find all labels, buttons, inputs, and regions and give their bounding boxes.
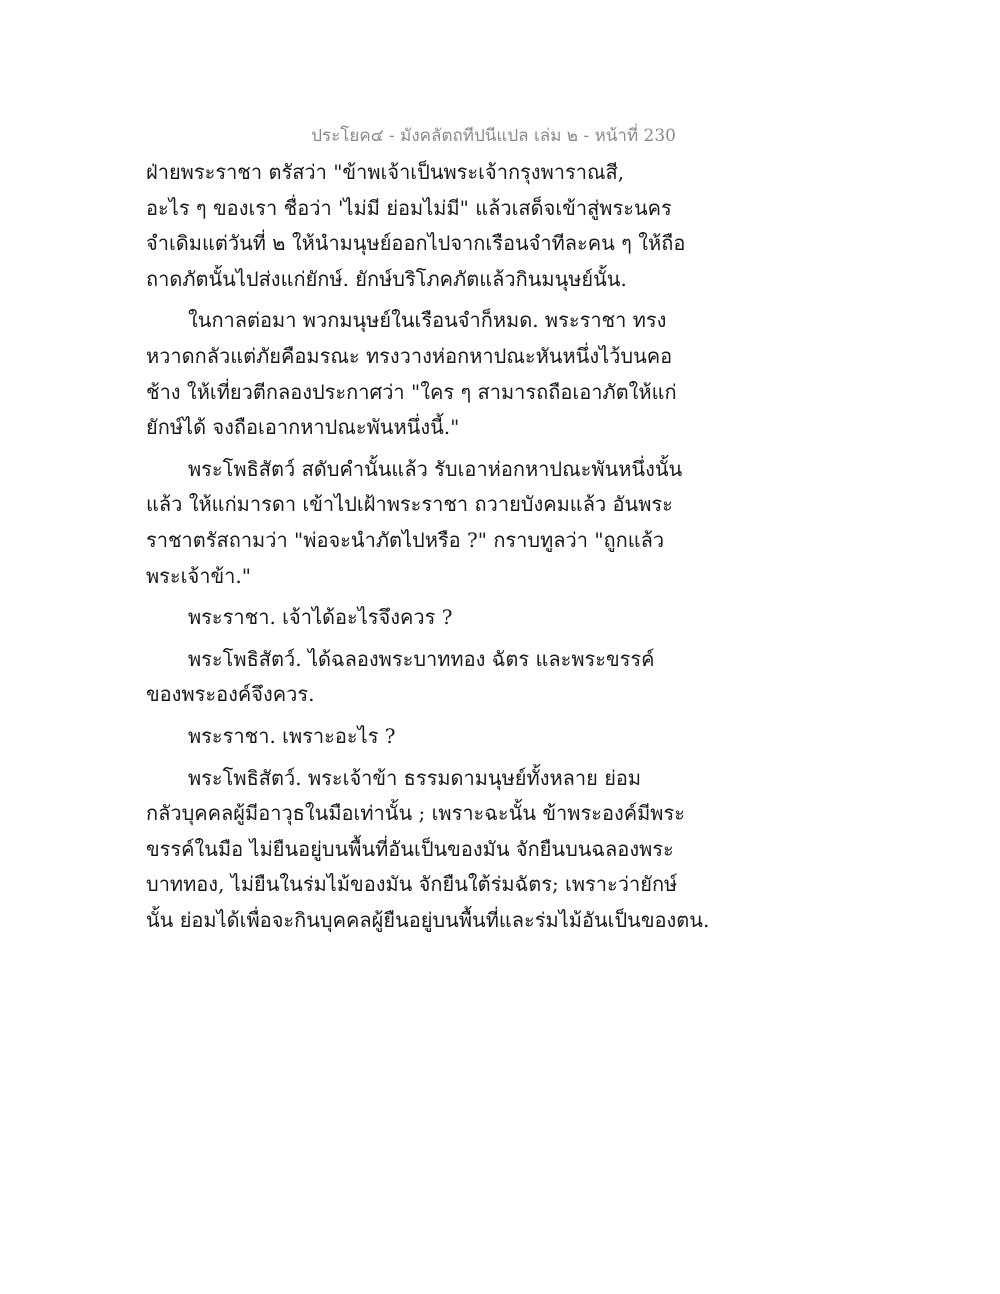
text-line: นั้น ย่อมได้เพื่อจะกินบุคคลผู้ยืนอยู่บนพื้นที่และร่มไม้อันเป็นของตน. [146,907,710,932]
text-line: ของพระองค์จึงควร. [146,682,315,707]
text-line: ขรรค์ในมือ ไม่ยืนอยู่บนพื้นที่อันเป็นของมัน จักยืนบนฉลองพระ [146,836,674,861]
text-line: ยักษ์ได้ จงถือเอากหาปณะพันหนึ่งนี้." [146,415,460,440]
text-line: ฝ่ายพระราชา ตรัสว่า "ข้าพเจ้าเป็นพระเจ้ากรุงพาราณสี, [146,160,625,184]
text-line: ช้าง ให้เที่ยวตีกลองประกาศว่า "ใคร ๆ สามารถถือเอาภัตให้แก่ [146,379,677,404]
text-line: จำเดิมแต่วันที่ ๒ ให้นำมนุษย์ออกไปจากเรือนจำทีละคน ๆ ให้ถือ [146,231,686,256]
dialogue-line: พระราชา. เจ้าได้อะไรจึงควร ? [188,605,453,630]
paragraph-start-line: ในกาลต่อมา พวกมนุษย์ในเรือนจำก็หมด. พระราชา ทรง [188,308,667,333]
text-line: ถาดภัตนั้นไปส่งแก่ยักษ์. ยักษ์บริโภคภัตแล้วกินมนุษย์นั้น. [146,266,627,291]
paragraph-start-line: พระโพธิสัตว์ สดับคำนั้นแล้ว รับเอาห่อกหาปณะพันหนึ่งนั้น [188,456,683,481]
page-header: ประโยค๔ - มังคลัตถทีปนีแปล เล่ม ๒ - หน้าที่ 230 [311,126,676,146]
text-line: หวาดกลัวแต่ภัยคือมรณะ ทรงวางห่อกหาปณะหันหนึ่งไว้บนคอ [146,343,673,368]
text-line: บาททอง, ไม่ยืนในร่มไม้ของมัน จักยืนใต้ร่มฉัตร; เพราะว่ายักษ์ [146,872,678,897]
body-text [146,155,746,938]
text-line: ราชาตรัสถามว่า "พ่อจะนำภัตไปหรือ ?" กราบทูลว่า "ถูกแล้ว [146,527,665,552]
dialogue-line: พระโพธิสัตว์. พระเจ้าข้า ธรรมดามนุษย์ทั้งหลาย ย่อม [188,765,642,790]
text-line: แล้ว ให้แก่มารดา เข้าไปเฝ้าพระราชา ถวายบังคมแล้ว อันพระ [146,492,673,517]
text-line: กลัวบุคคลผู้มีอาวุธในมือเท่านั้น ; เพราะฉะนั้น ข้าพระองค์มีพระ [146,801,685,826]
text-line: อะไร ๆ ของเรา ชื่อว่า 'ไม่มี ย่อมไม่มี" แล้วเสด็จเข้าสู่พระนคร [146,195,672,220]
dialogue-line: พระราชา. เพราะอะไร ? [188,723,396,748]
text-line: พระเจ้าข้า." [146,563,251,588]
dialogue-line: พระโพธิสัตว์. ได้ฉลองพระบาททอง ฉัตร และพระขรรค์ [188,646,655,671]
